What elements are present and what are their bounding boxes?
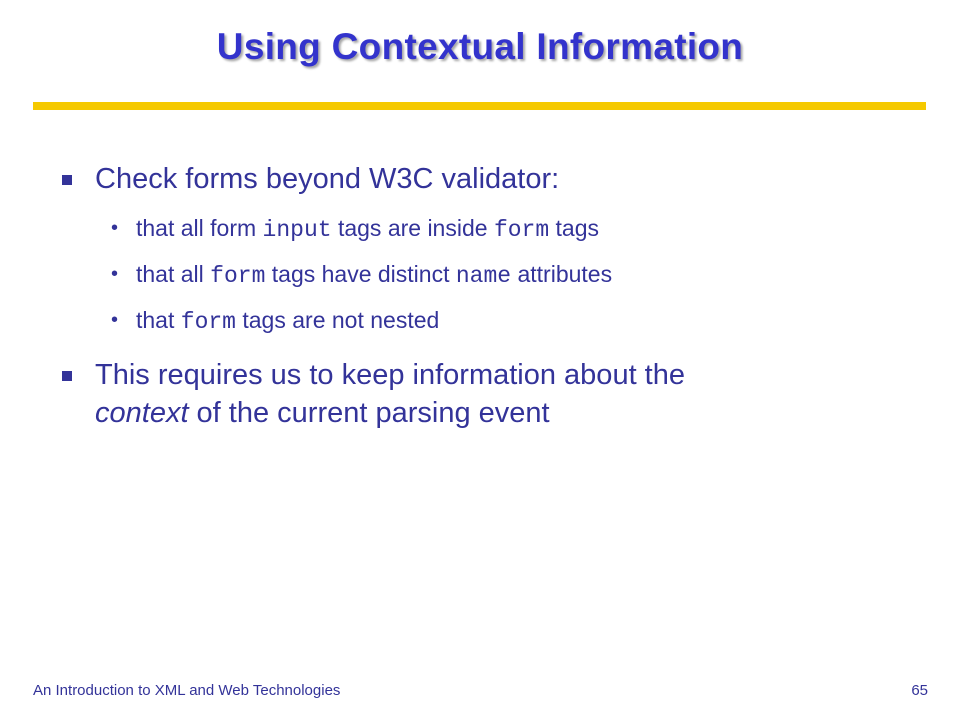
sub-bullet-text: that	[136, 307, 181, 333]
dot-bullet-icon: •	[111, 217, 119, 239]
code-name: name	[455, 263, 512, 289]
bullet-text-line1: This requires us to keep information about the	[95, 359, 685, 391]
dot-bullet-icon: •	[111, 263, 119, 285]
sub-bullet-text: that all	[136, 261, 211, 287]
bullet-text: Check forms beyond W3C validator:	[95, 163, 560, 195]
sub-bullet-not-nested	[60, 306, 920, 336]
footer-course-title: An Introduction to XML and Web Technologies	[33, 682, 341, 699]
slide-content	[60, 160, 920, 432]
code-form: form	[493, 217, 550, 243]
slide-title: Using Contextual Information	[216, 26, 744, 67]
page-number: 65	[911, 682, 928, 699]
bullet-text-rest: of the current parsing event	[188, 397, 550, 429]
sub-bullet-text: attributes	[511, 261, 613, 287]
code-input: input	[262, 217, 332, 243]
sub-bullet-text: tags have distinct	[265, 261, 456, 287]
code-form: form	[210, 263, 266, 289]
bullet-context-info	[60, 356, 920, 432]
sub-bullet-input-inside-form	[60, 214, 920, 244]
code-form: form	[180, 309, 236, 335]
square-bullet-icon	[62, 175, 72, 185]
bullet-emphasis-context: context	[95, 397, 189, 429]
bullet-check-forms	[60, 160, 920, 198]
sub-bullet-text: tags are not nested	[235, 307, 440, 333]
sub-bullet-text: tags	[549, 215, 600, 241]
sub-bullet-text: that all form	[136, 215, 263, 241]
sub-bullet-distinct-names	[60, 260, 920, 290]
square-bullet-icon	[62, 371, 72, 381]
title-underline	[33, 102, 926, 110]
sub-bullet-text: tags are inside	[331, 215, 494, 241]
dot-bullet-icon: •	[111, 309, 119, 331]
